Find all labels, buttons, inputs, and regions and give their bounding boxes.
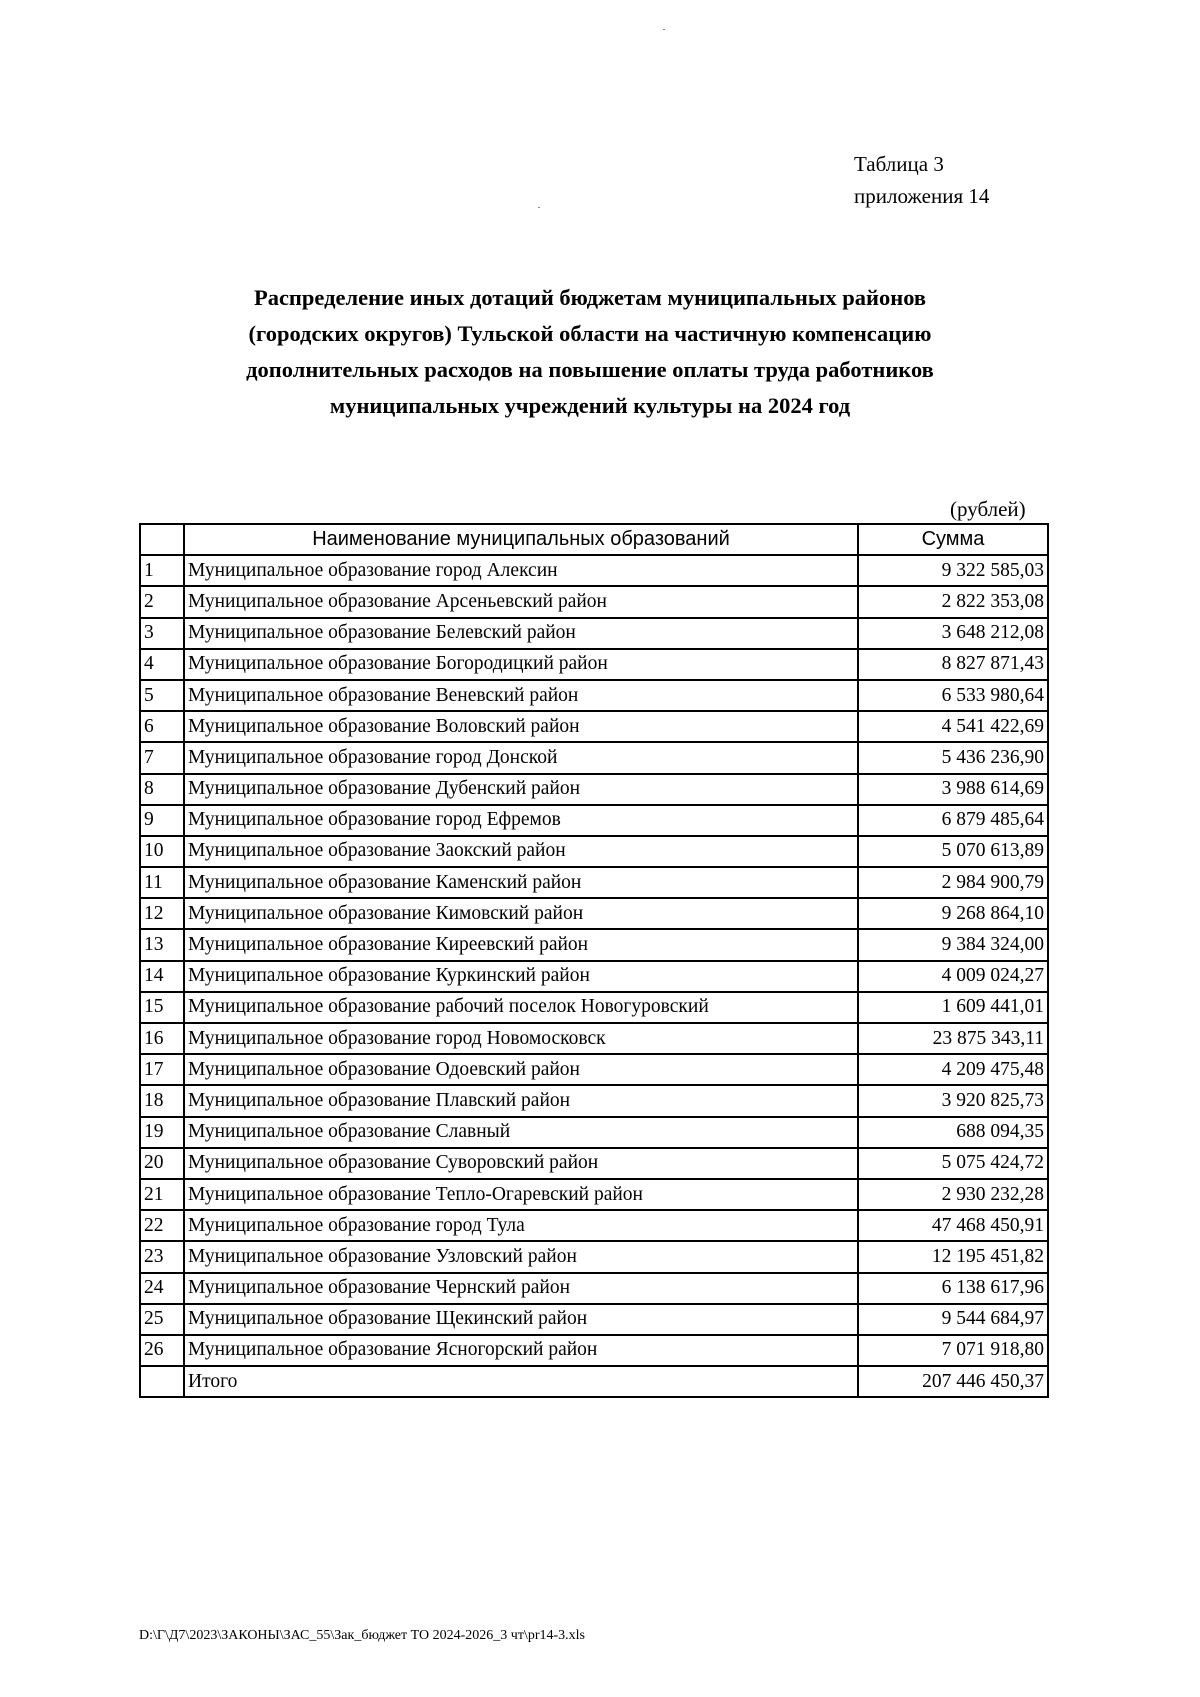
row-number-cell: 22 [140, 1210, 184, 1241]
row-sum-cell: 2 930 232,28 [858, 1179, 1048, 1210]
row-name-cell: Муниципальное образование Одоевский район [184, 1054, 858, 1085]
row-name-cell: Муниципальное образование Щекинский район [184, 1304, 858, 1335]
header-sum-cell: Сумма [858, 524, 1048, 555]
table-row [140, 1179, 1048, 1210]
annex-appendix-number: приложения 14 [854, 184, 990, 208]
row-number-cell: 25 [140, 1304, 184, 1335]
annex-reference [854, 148, 989, 212]
row-number-cell: 26 [140, 1335, 184, 1366]
row-number-cell: 3 [140, 618, 184, 649]
row-sum-cell: 4 541 422,69 [858, 711, 1048, 742]
row-number-cell: 24 [140, 1273, 184, 1304]
row-name-cell: Муниципальное образование город Алексин [184, 555, 858, 586]
row-sum-cell: 23 875 343,11 [858, 1023, 1048, 1054]
row-number-cell: 5 [140, 680, 184, 711]
row-name-cell: Муниципальное образование город Ефремов [184, 805, 858, 836]
row-sum-cell: 9 384 324,00 [858, 929, 1048, 960]
row-number-cell: 19 [140, 1117, 184, 1148]
table-row [140, 1054, 1048, 1085]
row-name-cell: Муниципальное образование Кимовский район [184, 898, 858, 929]
total-label-cell: Итого [184, 1366, 858, 1397]
row-name-cell: Муниципальное образование рабочий поселок Новогуровский [184, 992, 858, 1023]
row-sum-cell: 12 195 451,82 [858, 1241, 1048, 1272]
row-number-cell: 21 [140, 1179, 184, 1210]
row-sum-cell: 1 609 441,01 [858, 992, 1048, 1023]
row-name-cell: Муниципальное образование Дубенский район [184, 774, 858, 805]
row-number-cell: 10 [140, 836, 184, 867]
row-name-cell: Муниципальное образование Суворовский район [184, 1148, 858, 1179]
row-number-cell: 9 [140, 805, 184, 836]
row-name-cell: Муниципальное образование Плавский район [184, 1085, 858, 1116]
table-header-row [140, 524, 1048, 555]
table-row [140, 586, 1048, 617]
row-number-cell: 12 [140, 898, 184, 929]
table-row [140, 711, 1048, 742]
table-row [140, 805, 1048, 836]
row-sum-cell: 47 468 450,91 [858, 1210, 1048, 1241]
table-row [140, 742, 1048, 773]
currency-unit-label: (рублей) [950, 497, 1026, 521]
row-number-cell: 8 [140, 774, 184, 805]
title-line: муниципальных учреждений культуры на 2024 год [329, 393, 851, 418]
row-sum-cell: 3 648 212,08 [858, 618, 1048, 649]
row-name-cell: Муниципальное образование Куркинский район [184, 961, 858, 992]
row-name-cell: Муниципальное образование Заокский район [184, 836, 858, 867]
table-row [140, 898, 1048, 929]
row-sum-cell: 2 822 353,08 [858, 586, 1048, 617]
row-name-cell: Муниципальное образование город Новомосковск [184, 1023, 858, 1054]
title-line: Распределение иных дотаций бюджетам муниципальных районов [253, 285, 927, 310]
total-number-cell [140, 1366, 184, 1397]
row-sum-cell: 4 209 475,48 [858, 1054, 1048, 1085]
total-row [140, 1366, 1048, 1397]
row-name-cell: Муниципальное образование Узловский район [184, 1241, 858, 1272]
row-number-cell: 16 [140, 1023, 184, 1054]
row-name-cell: Муниципальное образование Каменский район [184, 867, 858, 898]
row-sum-cell: 3 988 614,69 [858, 774, 1048, 805]
row-number-cell: 11 [140, 867, 184, 898]
row-number-cell: 14 [140, 961, 184, 992]
total-sum-cell: 207 446 450,37 [858, 1366, 1048, 1397]
table-row [140, 1273, 1048, 1304]
row-number-cell: 15 [140, 992, 184, 1023]
row-number-cell: 2 [140, 586, 184, 617]
header-number-cell [140, 524, 184, 555]
table-row [140, 1023, 1048, 1054]
table-body [140, 555, 1048, 1397]
table-row [140, 649, 1048, 680]
row-name-cell: Муниципальное образование город Донской [184, 742, 858, 773]
table-row [140, 1304, 1048, 1335]
row-sum-cell: 688 094,35 [858, 1117, 1048, 1148]
table-row [140, 1117, 1048, 1148]
row-sum-cell: 7 071 918,80 [858, 1335, 1048, 1366]
table-row [140, 1241, 1048, 1272]
title-line: дополнительных расходов на повышение оплаты труда работников [246, 357, 934, 382]
row-name-cell: Муниципальное образование Славный [184, 1117, 858, 1148]
table-row [140, 1335, 1048, 1366]
row-sum-cell: 5 436 236,90 [858, 742, 1048, 773]
table-row [140, 961, 1048, 992]
row-number-cell: 23 [140, 1241, 184, 1272]
scan-speck [538, 207, 540, 208]
row-sum-cell: 3 920 825,73 [858, 1085, 1048, 1116]
row-name-cell: Муниципальное образование Тепло-Огаревский район [184, 1179, 858, 1210]
row-name-cell: Муниципальное образование Арсеньевский район [184, 586, 858, 617]
row-sum-cell: 6 533 980,64 [858, 680, 1048, 711]
row-sum-cell: 6 879 485,64 [858, 805, 1048, 836]
table-row [140, 836, 1048, 867]
table-row [140, 1085, 1048, 1116]
row-number-cell: 7 [140, 742, 184, 773]
row-number-cell: 13 [140, 929, 184, 960]
row-sum-cell: 8 827 871,43 [858, 649, 1048, 680]
row-number-cell: 1 [140, 555, 184, 586]
subsidy-distribution-table [139, 523, 1049, 1398]
row-sum-cell: 5 075 424,72 [858, 1148, 1048, 1179]
row-number-cell: 20 [140, 1148, 184, 1179]
row-name-cell: Муниципальное образование Киреевский район [184, 929, 858, 960]
row-sum-cell: 5 070 613,89 [858, 836, 1048, 867]
row-sum-cell: 9 322 585,03 [858, 555, 1048, 586]
table-row [140, 555, 1048, 586]
row-name-cell: Муниципальное образование Ясногорский район [184, 1335, 858, 1366]
table-row [140, 774, 1048, 805]
table-row [140, 1210, 1048, 1241]
annex-table-number: Таблица 3 [854, 152, 944, 176]
header-name-cell: Наименование муниципальных образований [184, 524, 858, 555]
file-path-footer: D:\Г\Д7\2023\ЗАКОНЫ\ЗАС_55\Зак_бюджет ТО 2024-2026_3 чт\pr14-3.xls [139, 1628, 585, 1643]
table-row [140, 680, 1048, 711]
table-row [140, 1148, 1048, 1179]
title-line: (городских округов) Тульской области на частичную компенсацию [248, 321, 932, 346]
table-row [140, 929, 1048, 960]
table-row [140, 992, 1048, 1023]
row-sum-cell: 6 138 617,96 [858, 1273, 1048, 1304]
row-name-cell: Муниципальное образование Богородицкий район [184, 649, 858, 680]
row-name-cell: Муниципальное образование город Тула [184, 1210, 858, 1241]
row-sum-cell: 2 984 900,79 [858, 867, 1048, 898]
row-name-cell: Муниципальное образование Воловский район [184, 711, 858, 742]
row-sum-cell: 9 544 684,97 [858, 1304, 1048, 1335]
table-row [140, 867, 1048, 898]
document-title [140, 280, 1040, 424]
row-name-cell: Муниципальное образование Веневский район [184, 680, 858, 711]
row-name-cell: Муниципальное образование Белевский район [184, 618, 858, 649]
row-number-cell: 18 [140, 1085, 184, 1116]
scan-speck [663, 29, 665, 30]
row-sum-cell: 9 268 864,10 [858, 898, 1048, 929]
row-name-cell: Муниципальное образование Чернский район [184, 1273, 858, 1304]
table-row [140, 618, 1048, 649]
row-sum-cell: 4 009 024,27 [858, 961, 1048, 992]
row-number-cell: 6 [140, 711, 184, 742]
row-number-cell: 17 [140, 1054, 184, 1085]
row-number-cell: 4 [140, 649, 184, 680]
